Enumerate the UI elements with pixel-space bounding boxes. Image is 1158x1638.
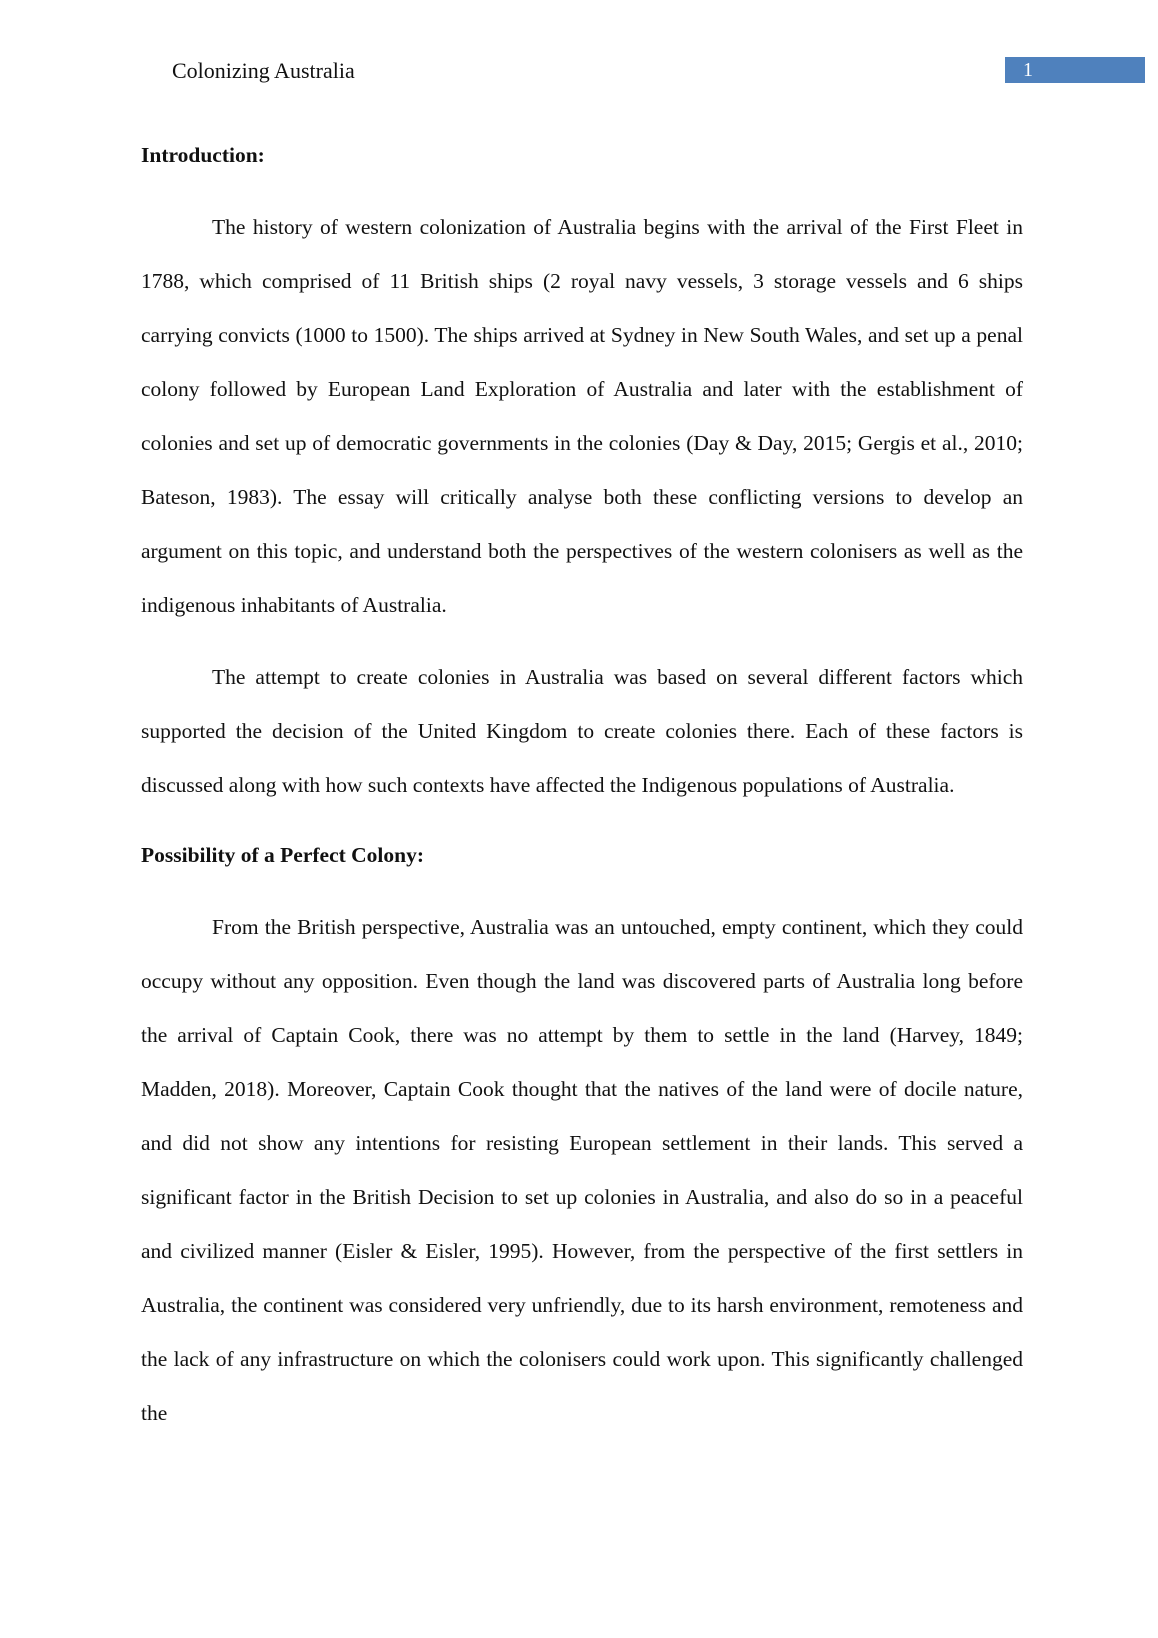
paragraph: From the British perspective, Australia was an untouched, empty continent, which they could occupy without any opposition. Even though the land was discovered parts of Australia long before the arrival of Captain Cook, there was no attempt by them to settle in the land (Harvey, 1849; Madden, 2018). Moreover, Captain Cook thought that the natives of the land were of docile nature, and did not show any intentions for resisting European settlement in their lands. This served a significant factor in the British Decision to set up colonies in Australia, and also do so in a peaceful and civilized manner (Eisler & Eisler, 1995). However, from the perspective of the first settlers in Australia, the continent was considered very unfriendly, due to its harsh environment, remoteness and the lack of any infrastructure on which the colonisers could work upon. This significantly challenged the	[141, 915, 1023, 1425]
paragraph: The history of western colonization of Australia begins with the arrival of the First Fleet in 1788, which comprised of 11 British ships (2 royal navy vessels, 3 storage vessels and 6 ships carrying convicts (1000 to 1500). The ships arrived at Sydney in New South Wales, and set up a penal colony followed by European Land Exploration of Australia and later with the establishment of colonies and set up of democratic governments in the colonies (Day & Day, 2015; Gergis et al., 2010; Bateson, 1983). The essay will critically analyse both these conflicting versions to develop an argument on this topic, and understand both the perspectives of the western colonisers as well as the indigenous inhabitants of Australia.	[141, 215, 1023, 617]
paragraph: The attempt to create colonies in Australia was based on several different factors which supported the decision of the United Kingdom to create colonies there. Each of these factors is discussed along with how such contexts have affected the Indigenous populations of Australia.	[141, 665, 1023, 797]
running-head-title: Colonizing Australia	[172, 58, 355, 83]
section-heading-introduction: Introduction:	[141, 143, 265, 167]
page-number-badge: 1	[1005, 57, 1145, 83]
section-heading-perfect-colony: Possibility of a Perfect Colony:	[141, 843, 425, 867]
body-text	[141, 131, 1023, 1440]
